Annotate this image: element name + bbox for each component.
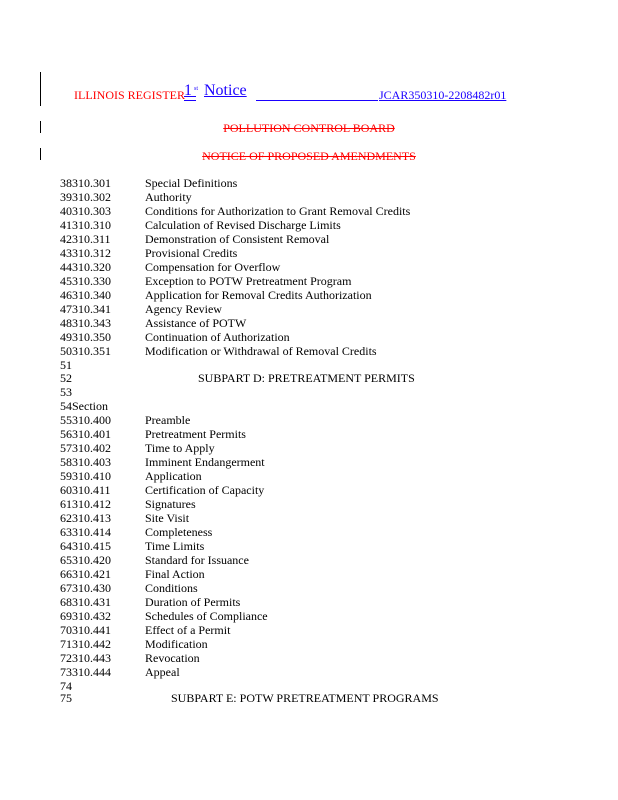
jcar-code: JCAR350310-2208482r01 — [379, 88, 507, 102]
section-title: Exception to POTW Pretreatment Program — [145, 274, 352, 288]
section-line — [60, 455, 265, 469]
section-number: 65310.420 — [60, 553, 111, 567]
section-title: Completeness — [145, 525, 213, 539]
subpart-d-heading: SUBPART D: PRETREATMENT PERMITS — [198, 371, 415, 385]
section-number: 51 — [60, 358, 72, 372]
section-line — [60, 623, 230, 637]
section-title: Imminent Endangerment — [145, 455, 265, 469]
section-line — [60, 260, 280, 274]
section-title: Certification of Capacity — [145, 483, 265, 497]
line-number: 53 — [60, 385, 72, 399]
section-line — [60, 413, 190, 427]
section-title: Time to Apply — [145, 441, 215, 455]
section-number: 59310.410 — [60, 469, 111, 483]
section-line — [60, 246, 237, 260]
register-title: ILLINOIS REGISTER — [74, 88, 185, 102]
section-title: Provisional Credits — [145, 246, 238, 260]
section-title: Conditions — [145, 581, 198, 595]
section-title: Site Visit — [145, 511, 190, 525]
section-title: Duration of Permits — [145, 595, 241, 609]
section-title: Application for Removal Credits Authorization — [145, 288, 372, 302]
section-line — [60, 651, 200, 665]
section-title: Conditions for Authorization to Grant Removal Credits — [145, 204, 411, 218]
section-title: Time Limits — [145, 539, 205, 553]
page-number: 1 — [184, 82, 192, 99]
line-number: 75 — [60, 691, 72, 705]
section-title: Schedules of Compliance — [145, 609, 268, 623]
section-title: Continuation of Authorization — [145, 330, 290, 344]
section-number: 71310.442 — [60, 637, 111, 651]
section-line — [60, 330, 290, 344]
section-line — [60, 497, 196, 511]
change-bar — [40, 72, 41, 106]
notice-title: NOTICE OF PROPOSED AMENDMENTS — [202, 149, 416, 163]
section-heading: 54Section — [60, 399, 108, 413]
section-number: 41310.310 — [60, 218, 111, 232]
section-line — [60, 637, 208, 651]
section-line — [60, 302, 222, 316]
section-line — [60, 344, 377, 358]
section-line — [60, 679, 145, 693]
section-line — [60, 595, 240, 609]
section-number: 63310.414 — [60, 525, 111, 539]
section-line — [60, 358, 145, 372]
page-number-superscript: st — [194, 86, 199, 92]
section-line — [60, 483, 264, 497]
section-line — [60, 553, 249, 567]
section-number: 62310.413 — [60, 511, 111, 525]
section-number: 64310.415 — [60, 539, 111, 553]
section-title: Demonstration of Consistent Removal — [145, 232, 330, 246]
section-title: Authority — [145, 190, 192, 204]
section-number: 69310.432 — [60, 609, 111, 623]
section-number: 43310.312 — [60, 246, 111, 260]
section-line — [60, 665, 180, 679]
section-number: 58310.403 — [60, 455, 111, 469]
board-title: POLLUTION CONTROL BOARD — [223, 121, 395, 135]
section-number: 50310.351 — [60, 344, 111, 358]
section-title: Assistance of POTW — [145, 316, 247, 330]
section-line — [60, 469, 202, 483]
section-number: 45310.330 — [60, 274, 111, 288]
section-number: 40310.303 — [60, 204, 111, 218]
section-number: 38310.301 — [60, 176, 111, 190]
section-title: Preamble — [145, 413, 191, 427]
section-number: 55310.400 — [60, 413, 111, 427]
section-number: 39310.302 — [60, 190, 111, 204]
section-number: 68310.431 — [60, 595, 111, 609]
section-line — [60, 316, 246, 330]
header-rule — [256, 100, 378, 101]
section-line — [60, 190, 192, 204]
section-number: 48310.343 — [60, 316, 111, 330]
section-number: 66310.421 — [60, 567, 111, 581]
page-header — [74, 82, 544, 112]
section-number: 67310.430 — [60, 581, 111, 595]
section-number: 74 — [60, 679, 72, 693]
section-number: 72310.443 — [60, 651, 111, 665]
section-line — [60, 204, 410, 218]
section-line — [60, 581, 198, 595]
section-number: 42310.311 — [60, 232, 111, 246]
section-number: 49310.350 — [60, 330, 111, 344]
section-title: Pretreatment Permits — [145, 427, 246, 441]
section-line — [60, 511, 189, 525]
section-line — [60, 232, 329, 246]
section-line — [60, 567, 205, 581]
section-line — [60, 176, 237, 190]
section-number: 44310.320 — [60, 260, 111, 274]
section-line — [60, 427, 246, 441]
section-title: Effect of a Permit — [145, 623, 231, 637]
section-line — [60, 274, 351, 288]
section-line — [60, 288, 372, 302]
section-number: 57310.402 — [60, 441, 111, 455]
section-line — [60, 609, 268, 623]
section-number: 47310.341 — [60, 302, 111, 316]
section-title: Modification or Withdrawal of Removal Credits — [145, 344, 377, 358]
section-line — [60, 441, 215, 455]
section-title: Application — [145, 469, 202, 483]
section-number: 73310.444 — [60, 665, 111, 679]
section-line — [60, 525, 212, 539]
section-title: Revocation — [145, 651, 200, 665]
equals-mark — [184, 96, 200, 104]
section-number: 70310.441 — [60, 623, 111, 637]
section-number: 61310.412 — [60, 497, 111, 511]
section-title: Agency Review — [145, 302, 222, 316]
section-number: 56310.401 — [60, 427, 111, 441]
section-title: Calculation of Revised Discharge Limits — [145, 218, 341, 232]
section-line — [60, 539, 204, 553]
line-number: 52 — [60, 371, 72, 385]
section-title: Special Definitions — [145, 176, 238, 190]
section-title: Compensation for Overflow — [145, 260, 281, 274]
section-line — [60, 218, 341, 232]
subpart-e-heading: SUBPART E: POTW PRETREATMENT PROGRAMS — [171, 691, 439, 705]
notice-label: Notice — [204, 82, 247, 99]
section-title: Final Action — [145, 567, 205, 581]
section-title: Appeal — [145, 665, 180, 679]
section-title: Signatures — [145, 497, 196, 511]
section-number: 46310.340 — [60, 288, 111, 302]
section-number: 60310.411 — [60, 483, 111, 497]
section-title: Standard for Issuance — [145, 553, 249, 567]
section-title: Modification — [145, 637, 208, 651]
